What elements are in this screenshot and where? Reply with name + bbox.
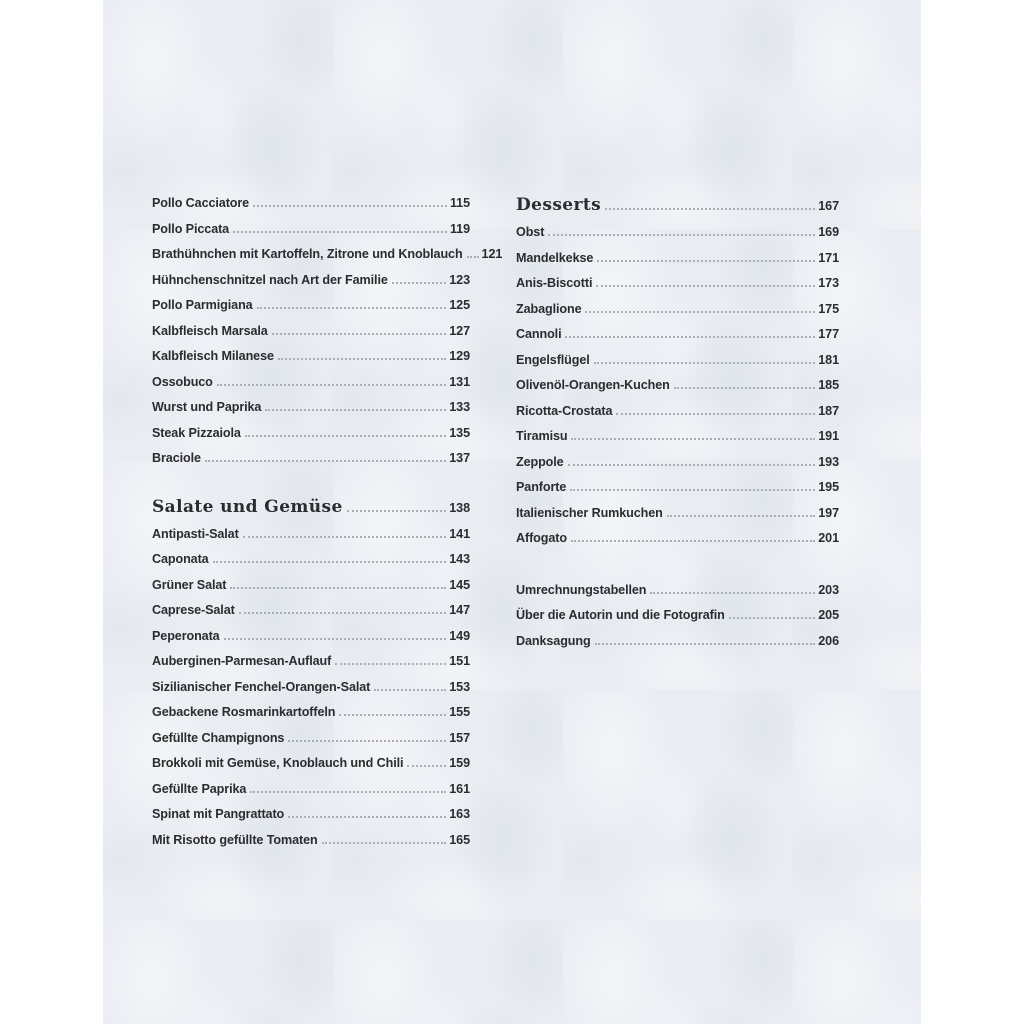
dot-leader	[616, 413, 815, 415]
toc-entry-page: 145	[449, 577, 470, 592]
toc-entry-label: Wurst und Paprika	[152, 400, 262, 414]
toc-entry-label: Gefüllte Paprika	[152, 781, 247, 796]
toc-entry-page: 141	[449, 526, 470, 541]
toc-entry-label: Pollo Piccata	[152, 221, 230, 236]
toc-entry-page: 127	[449, 323, 470, 338]
dot-leader	[595, 643, 816, 645]
dot-leader	[467, 256, 479, 258]
toc-column-right	[516, 194, 839, 657]
toc-entry	[152, 449, 470, 475]
toc-entry-label: Cannoli	[516, 327, 562, 341]
toc-section-heading-label: Salate und Gemüse	[152, 496, 343, 517]
dot-leader	[253, 205, 447, 207]
dot-leader	[217, 384, 447, 386]
toc-entry-page: 206	[818, 633, 839, 648]
toc-entry-page: 115	[449, 196, 470, 210]
toc-entry	[516, 529, 839, 555]
toc-section-heading	[152, 496, 470, 525]
toc-entry-label: Spinat mit Pangrattato	[152, 807, 285, 821]
toc-entry-label: Caprese-Salat	[152, 603, 235, 617]
dot-leader	[224, 638, 447, 640]
toc-entry-label: Pollo Parmigiana	[152, 298, 253, 312]
toc-entry-page: 123	[449, 272, 470, 287]
toc-entry-page: 191	[818, 429, 839, 443]
dot-leader	[322, 842, 447, 844]
toc-entry	[152, 296, 470, 322]
toc-entry-label: Mit Risotto gefüllte Tomaten	[152, 832, 318, 847]
toc-entry	[516, 300, 839, 326]
toc-entry	[152, 245, 503, 271]
toc-entry-page: 119	[449, 221, 470, 236]
toc-entry	[516, 376, 839, 402]
toc-entry	[152, 525, 470, 551]
toc-entry-page: 187	[818, 403, 839, 418]
toc-entry-page: 193	[818, 454, 839, 469]
toc-entry-label: Peperonata	[152, 628, 220, 643]
dot-leader	[245, 435, 446, 437]
dot-leader	[597, 260, 815, 262]
toc-entry	[516, 402, 839, 428]
toc-entry-label: Braciole	[152, 451, 201, 465]
toc-entry-page: 153	[449, 679, 470, 694]
toc-entry-label: Auberginen-Parmesan-Auflauf	[152, 654, 332, 668]
toc-entry-page: 177	[818, 327, 839, 341]
toc-entry-page: 171	[818, 250, 839, 265]
toc-entry	[516, 427, 839, 453]
toc-entry	[152, 601, 470, 627]
toc-entry-label: Brokkoli mit Gemüse, Knoblauch und Chili	[152, 756, 404, 770]
toc-entry	[516, 632, 839, 658]
toc-section-heading-page: 138	[449, 500, 470, 515]
dot-leader	[339, 714, 446, 716]
dot-leader	[335, 663, 446, 665]
dot-leader	[288, 816, 446, 818]
toc-entry-page: 135	[449, 425, 470, 440]
dot-leader	[233, 231, 447, 233]
dot-leader	[650, 592, 815, 594]
toc-entry-label: Kalbfleisch Milanese	[152, 349, 274, 363]
toc-entry-label: Pollo Cacciatore	[152, 196, 250, 210]
toc-entry	[152, 754, 470, 780]
dot-leader	[594, 362, 816, 364]
toc-entry	[516, 478, 839, 504]
toc-entry	[152, 652, 470, 678]
toc-entry-page: 131	[449, 374, 470, 389]
toc-entry	[152, 550, 470, 576]
toc-entry-label: Steak Pizzaiola	[152, 425, 241, 440]
toc-entry-label: Zabaglione	[516, 301, 582, 316]
toc-section-heading	[516, 194, 839, 223]
toc-entry	[516, 223, 839, 249]
dot-leader	[347, 510, 447, 512]
dot-leader	[243, 536, 447, 538]
dot-leader	[288, 740, 446, 742]
toc-entry-page: 201	[818, 531, 839, 545]
toc-entry-label: Umrechnungstabellen	[516, 582, 647, 597]
toc-entry	[516, 249, 839, 275]
toc-entry-page: 125	[449, 298, 470, 312]
toc-entry-page: 143	[449, 552, 470, 566]
toc-entry	[152, 627, 470, 653]
toc-section-heading-page: 167	[818, 199, 839, 213]
toc-entry-label: Antipasti-Salat	[152, 526, 239, 541]
toc-column-left	[152, 194, 503, 856]
toc-entry	[152, 220, 470, 246]
toc-entry-label: Kalbfleisch Marsala	[152, 323, 268, 338]
dot-leader	[667, 515, 816, 517]
toc-entry-page: 147	[449, 603, 470, 617]
dot-leader	[605, 208, 815, 210]
dot-leader	[392, 282, 447, 284]
toc-entry	[152, 576, 470, 602]
dot-leader	[568, 464, 816, 466]
toc-entry-page: 129	[449, 349, 470, 363]
toc-entry-page: 159	[449, 756, 470, 770]
dot-leader	[548, 234, 815, 236]
toc-entry	[152, 347, 470, 373]
dot-leader	[213, 561, 447, 563]
dot-leader	[250, 791, 446, 793]
dot-leader	[571, 540, 815, 542]
toc-entry-page: 169	[818, 225, 839, 239]
toc-entry-page: 137	[449, 451, 470, 465]
dot-leader	[407, 765, 446, 767]
toc-entry-label: Brathühnchen mit Kartoffeln, Zitrone und Knoblauch	[152, 247, 463, 261]
toc-entry-page: 163	[449, 807, 470, 821]
toc-entry	[152, 805, 470, 831]
toc-section-heading-label: Desserts	[516, 195, 602, 215]
toc-entry-label: Engelsflügel	[516, 352, 590, 367]
dot-leader	[374, 689, 446, 691]
toc-entry-label: Gefüllte Champignons	[152, 730, 285, 745]
toc-entry-page: 151	[449, 654, 470, 668]
dot-leader	[205, 460, 446, 462]
toc-entry-page: 175	[818, 301, 839, 316]
dot-leader	[272, 333, 447, 335]
toc-entry-label: Tiramisu	[516, 429, 568, 443]
toc-entry-page: 121	[481, 247, 503, 261]
toc-entry-label: Olivenöl-Orangen-Kuchen	[516, 378, 670, 392]
toc-entry-page: 157	[449, 730, 470, 745]
dot-leader	[570, 489, 815, 491]
toc-entry	[152, 194, 470, 220]
toc-entry-label: Hühnchenschnitzel nach Art der Familie	[152, 272, 388, 287]
toc-entry-label: Italienischer Rumkuchen	[516, 505, 663, 520]
toc-entry-label: Sizilianischer Fenchel-Orangen-Salat	[152, 679, 371, 694]
toc-entry-page: 203	[818, 582, 839, 597]
toc-entry-page: 155	[449, 705, 470, 719]
dot-leader	[571, 438, 815, 440]
toc-entry-label: Über die Autorin und die Fotografin	[516, 608, 725, 622]
toc-entry	[152, 703, 470, 729]
toc-entry-page: 197	[818, 505, 839, 520]
toc-entry-label: Anis-Biscotti	[516, 276, 593, 290]
toc-entry-label: Mandelkekse	[516, 250, 594, 265]
toc-entry-label: Obst	[516, 225, 545, 239]
toc-entry	[152, 780, 470, 806]
dot-leader	[239, 612, 447, 614]
toc-entry-page: 185	[818, 378, 839, 392]
toc-entry-page: 205	[818, 608, 839, 622]
toc-entry	[516, 453, 839, 479]
toc-entry	[516, 504, 839, 530]
dot-leader	[265, 409, 446, 411]
toc-entry	[516, 606, 839, 632]
toc-entry-page: 195	[818, 480, 839, 494]
dot-leader	[596, 285, 815, 287]
dot-leader	[729, 617, 816, 619]
toc-entry-page: 165	[449, 832, 470, 847]
toc-entry	[152, 373, 470, 399]
toc-entry-page: 133	[449, 400, 470, 414]
toc-entry-label: Grüner Salat	[152, 577, 227, 592]
toc-entry	[516, 274, 839, 300]
toc-entry-label: Panforte	[516, 480, 567, 494]
toc-entry	[152, 678, 470, 704]
toc-entry-label: Ossobuco	[152, 374, 213, 389]
toc-entry-label: Danksagung	[516, 633, 591, 648]
toc-entry	[152, 398, 470, 424]
toc-entry-page: 149	[449, 628, 470, 643]
toc-entry	[152, 831, 470, 857]
dot-leader	[257, 307, 447, 309]
toc-entry-label: Gebackene Rosmarinkartoffeln	[152, 705, 336, 719]
book-page	[103, 0, 921, 1024]
toc-entry-page: 181	[818, 352, 839, 367]
dot-leader	[565, 336, 815, 338]
toc-entry-label: Caponata	[152, 552, 209, 566]
toc-entry	[152, 322, 470, 348]
toc-entry	[516, 581, 839, 607]
dot-leader	[278, 358, 446, 360]
toc-entry	[152, 424, 470, 450]
toc-entry-label: Affogato	[516, 531, 567, 545]
toc-entry	[152, 729, 470, 755]
toc-entry-label: Ricotta-Crostata	[516, 403, 613, 418]
toc-entry-page: 173	[818, 276, 839, 290]
dot-leader	[674, 387, 816, 389]
toc-entry	[516, 325, 839, 351]
dot-leader	[230, 587, 446, 589]
toc-entry-page: 161	[449, 781, 470, 796]
dot-leader	[585, 311, 815, 313]
toc-entry-label: Zeppole	[516, 454, 564, 469]
toc-entry	[516, 351, 839, 377]
toc-entry	[152, 271, 470, 297]
